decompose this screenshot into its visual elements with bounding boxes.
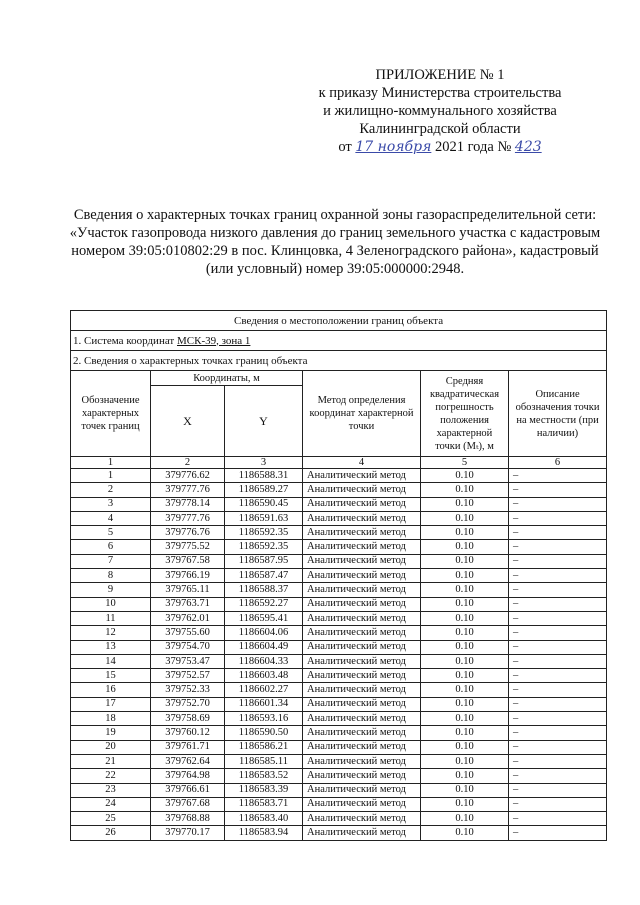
cell-y: 1186593.16 <box>225 712 303 726</box>
cell-description: – <box>509 654 607 668</box>
cell-description: – <box>509 583 607 597</box>
table-row <box>71 826 607 840</box>
cell-point: 9 <box>71 583 151 597</box>
cell-x: 379755.60 <box>151 626 225 640</box>
cell-point: 24 <box>71 797 151 811</box>
header-point: Обозначение характерных точек границ <box>71 371 151 457</box>
cell-error: 0.10 <box>421 611 509 625</box>
cell-error: 0.10 <box>421 726 509 740</box>
table-row <box>71 469 607 483</box>
cell-description: – <box>509 754 607 768</box>
cell-method: Аналитический метод <box>303 712 421 726</box>
cell-method: Аналитический метод <box>303 640 421 654</box>
column-number: 6 <box>509 457 607 469</box>
coordinate-system-row <box>71 331 607 351</box>
table-caption: Сведения о местоположении границ объекта <box>71 311 607 331</box>
header-y: Y <box>225 386 303 457</box>
cell-error: 0.10 <box>421 826 509 840</box>
points-section-label: 2. Сведения о характерных точках границ объекта <box>71 351 607 371</box>
cell-description: – <box>509 626 607 640</box>
cell-point: 13 <box>71 640 151 654</box>
table-row <box>71 754 607 768</box>
cell-y: 1186604.06 <box>225 626 303 640</box>
cell-error: 0.10 <box>421 540 509 554</box>
cell-method: Аналитический метод <box>303 754 421 768</box>
table-row <box>71 526 607 540</box>
cell-y: 1186586.21 <box>225 740 303 754</box>
cell-error: 0.10 <box>421 783 509 797</box>
table-row <box>71 654 607 668</box>
cell-y: 1186583.94 <box>225 826 303 840</box>
table-row <box>71 540 607 554</box>
cell-description: – <box>509 497 607 511</box>
cell-error: 0.10 <box>421 483 509 497</box>
handwritten-number: 423 <box>514 139 542 155</box>
cell-y: 1186587.95 <box>225 554 303 568</box>
cell-y: 1186592.35 <box>225 540 303 554</box>
cell-x: 379775.52 <box>151 540 225 554</box>
table-row <box>71 726 607 740</box>
table-row <box>71 740 607 754</box>
cell-error: 0.10 <box>421 740 509 754</box>
header-coordinates: Координаты, м <box>151 371 303 386</box>
coordinates-table-body <box>71 469 607 841</box>
cell-y: 1186583.39 <box>225 783 303 797</box>
cell-x: 379768.88 <box>151 812 225 826</box>
cell-point: 2 <box>71 483 151 497</box>
cell-point: 18 <box>71 712 151 726</box>
cell-method: Аналитический метод <box>303 597 421 611</box>
cell-description: – <box>509 554 607 568</box>
column-number: 3 <box>225 457 303 469</box>
cell-y: 1186604.49 <box>225 640 303 654</box>
cell-point: 12 <box>71 626 151 640</box>
cell-description: – <box>509 469 607 483</box>
cell-y: 1186601.34 <box>225 697 303 711</box>
cell-error: 0.10 <box>421 554 509 568</box>
cell-x: 379778.14 <box>151 497 225 511</box>
cell-point: 1 <box>71 469 151 483</box>
cell-method: Аналитический метод <box>303 626 421 640</box>
cell-y: 1186603.48 <box>225 669 303 683</box>
cell-error: 0.10 <box>421 511 509 525</box>
coordinate-system-label: 1. Система координат <box>73 334 175 347</box>
cell-y: 1186588.31 <box>225 469 303 483</box>
cell-error: 0.10 <box>421 683 509 697</box>
cell-error: 0.10 <box>421 469 509 483</box>
cell-point: 11 <box>71 611 151 625</box>
cell-point: 3 <box>71 497 151 511</box>
cell-description: – <box>509 511 607 525</box>
cell-description: – <box>509 783 607 797</box>
cell-x: 379762.64 <box>151 754 225 768</box>
cell-method: Аналитический метод <box>303 697 421 711</box>
cell-description: – <box>509 569 607 583</box>
table-row <box>71 640 607 654</box>
cell-method: Аналитический метод <box>303 683 421 697</box>
table-row <box>71 812 607 826</box>
cell-x: 379767.58 <box>151 554 225 568</box>
cell-method: Аналитический метод <box>303 740 421 754</box>
column-numbers-row <box>71 457 607 469</box>
cell-y: 1186589.27 <box>225 483 303 497</box>
cell-x: 379777.76 <box>151 483 225 497</box>
cell-x: 379752.33 <box>151 683 225 697</box>
table-row <box>71 583 607 597</box>
cell-error: 0.10 <box>421 654 509 668</box>
cell-method: Аналитический метод <box>303 611 421 625</box>
header-description: Описание обозначения точки на местности (при наличии) <box>509 371 607 457</box>
table-row <box>71 797 607 811</box>
cell-description: – <box>509 797 607 811</box>
appendix-line-2: к приказу Министерства строительства <box>318 85 562 101</box>
appendix-date-line <box>300 138 580 156</box>
column-number: 5 <box>421 457 509 469</box>
table-row <box>71 611 607 625</box>
cell-method: Аналитический метод <box>303 469 421 483</box>
handwritten-date: 17 ноября <box>355 139 432 155</box>
cell-error: 0.10 <box>421 669 509 683</box>
cell-method: Аналитический метод <box>303 569 421 583</box>
table-row <box>71 712 607 726</box>
cell-error: 0.10 <box>421 497 509 511</box>
cell-x: 379776.76 <box>151 526 225 540</box>
cell-error: 0.10 <box>421 754 509 768</box>
cell-method: Аналитический метод <box>303 583 421 597</box>
cell-y: 1186587.47 <box>225 569 303 583</box>
intro-paragraph: Сведения о характерных точках границ охранной зоны газораспределительной сети: «Участок газопровода низкого давления до границ земельного участка с кадастровым номером 39:05:010802:29 в пос. Клинцовка, 4 Зеленоградского района», кадастровый (или условный) номер 39:05:000000:2948. <box>69 207 601 277</box>
appendix-header <box>300 66 580 156</box>
cell-description: – <box>509 726 607 740</box>
coordinates-table-wrapper <box>70 310 606 841</box>
table-row <box>71 626 607 640</box>
cell-point: 19 <box>71 726 151 740</box>
cell-description: – <box>509 640 607 654</box>
cell-point: 15 <box>71 669 151 683</box>
cell-error: 0.10 <box>421 769 509 783</box>
cell-x: 379758.69 <box>151 712 225 726</box>
cell-error: 0.10 <box>421 569 509 583</box>
table-row <box>71 697 607 711</box>
cell-y: 1186583.40 <box>225 812 303 826</box>
cell-point: 8 <box>71 569 151 583</box>
cell-x: 379762.01 <box>151 611 225 625</box>
cell-point: 20 <box>71 740 151 754</box>
cell-description: – <box>509 826 607 840</box>
cell-y: 1186591.63 <box>225 511 303 525</box>
cell-error: 0.10 <box>421 712 509 726</box>
cell-x: 379766.19 <box>151 569 225 583</box>
table-row <box>71 683 607 697</box>
cell-point: 25 <box>71 812 151 826</box>
header-error: Средняя квадратическая погрешность положения характерной точки (Mₜ), м <box>421 371 509 457</box>
table-row <box>71 483 607 497</box>
appendix-line-4: Калининградской области <box>359 121 521 137</box>
cell-y: 1186588.37 <box>225 583 303 597</box>
cell-x: 379752.57 <box>151 669 225 683</box>
appendix-title: ПРИЛОЖЕНИЕ № 1 <box>375 67 505 83</box>
cell-method: Аналитический метод <box>303 669 421 683</box>
cell-y: 1186604.33 <box>225 654 303 668</box>
cell-error: 0.10 <box>421 597 509 611</box>
cell-description: – <box>509 712 607 726</box>
header-x: X <box>151 386 225 457</box>
cell-method: Аналитический метод <box>303 783 421 797</box>
cell-error: 0.10 <box>421 697 509 711</box>
table-row <box>71 511 607 525</box>
cell-y: 1186585.11 <box>225 754 303 768</box>
coordinate-system-value: МСК-39, зона 1 <box>176 334 251 347</box>
column-number: 1 <box>71 457 151 469</box>
cell-description: – <box>509 683 607 697</box>
cell-method: Аналитический метод <box>303 540 421 554</box>
cell-method: Аналитический метод <box>303 726 421 740</box>
date-middle: 2021 года № <box>434 139 512 155</box>
cell-point: 23 <box>71 783 151 797</box>
cell-method: Аналитический метод <box>303 511 421 525</box>
cell-method: Аналитический метод <box>303 526 421 540</box>
cell-error: 0.10 <box>421 526 509 540</box>
cell-method: Аналитический метод <box>303 797 421 811</box>
table-row <box>71 783 607 797</box>
cell-point: 21 <box>71 754 151 768</box>
cell-error: 0.10 <box>421 812 509 826</box>
cell-y: 1186590.50 <box>225 726 303 740</box>
header-method: Метод определения координат характерной точки <box>303 371 421 457</box>
cell-method: Аналитический метод <box>303 483 421 497</box>
cell-description: – <box>509 740 607 754</box>
cell-x: 379777.76 <box>151 511 225 525</box>
cell-description: – <box>509 669 607 683</box>
cell-description: – <box>509 812 607 826</box>
cell-x: 379766.61 <box>151 783 225 797</box>
table-row <box>71 597 607 611</box>
cell-x: 379767.68 <box>151 797 225 811</box>
cell-y: 1186592.27 <box>225 597 303 611</box>
table-row <box>71 669 607 683</box>
cell-point: 14 <box>71 654 151 668</box>
date-prefix: от <box>338 139 352 155</box>
cell-method: Аналитический метод <box>303 654 421 668</box>
cell-x: 379764.98 <box>151 769 225 783</box>
cell-point: 26 <box>71 826 151 840</box>
cell-description: – <box>509 697 607 711</box>
cell-description: – <box>509 769 607 783</box>
cell-x: 379770.17 <box>151 826 225 840</box>
appendix-line-3: и жилищно-коммунального хозяйства <box>323 103 557 119</box>
cell-x: 379752.70 <box>151 697 225 711</box>
cell-error: 0.10 <box>421 583 509 597</box>
cell-method: Аналитический метод <box>303 497 421 511</box>
column-number: 4 <box>303 457 421 469</box>
cell-x: 379776.62 <box>151 469 225 483</box>
cell-x: 379753.47 <box>151 654 225 668</box>
cell-x: 379754.70 <box>151 640 225 654</box>
cell-y: 1186590.45 <box>225 497 303 511</box>
cell-description: – <box>509 483 607 497</box>
column-number: 2 <box>151 457 225 469</box>
cell-description: – <box>509 597 607 611</box>
cell-description: – <box>509 540 607 554</box>
cell-error: 0.10 <box>421 797 509 811</box>
cell-x: 379761.71 <box>151 740 225 754</box>
table-row <box>71 769 607 783</box>
cell-point: 10 <box>71 597 151 611</box>
cell-y: 1186592.35 <box>225 526 303 540</box>
cell-description: – <box>509 611 607 625</box>
cell-point: 17 <box>71 697 151 711</box>
cell-description: – <box>509 526 607 540</box>
cell-y: 1186602.27 <box>225 683 303 697</box>
cell-y: 1186583.52 <box>225 769 303 783</box>
cell-method: Аналитический метод <box>303 554 421 568</box>
table-row <box>71 554 607 568</box>
cell-method: Аналитический метод <box>303 826 421 840</box>
cell-x: 379763.71 <box>151 597 225 611</box>
cell-point: 22 <box>71 769 151 783</box>
cell-x: 379765.11 <box>151 583 225 597</box>
cell-x: 379760.12 <box>151 726 225 740</box>
table-row <box>71 569 607 583</box>
cell-y: 1186583.71 <box>225 797 303 811</box>
cell-error: 0.10 <box>421 626 509 640</box>
cell-point: 6 <box>71 540 151 554</box>
cell-point: 16 <box>71 683 151 697</box>
table-row <box>71 497 607 511</box>
cell-y: 1186595.41 <box>225 611 303 625</box>
cell-point: 4 <box>71 511 151 525</box>
cell-error: 0.10 <box>421 640 509 654</box>
cell-method: Аналитический метод <box>303 812 421 826</box>
cell-method: Аналитический метод <box>303 769 421 783</box>
cell-point: 5 <box>71 526 151 540</box>
coordinates-table <box>70 310 607 841</box>
cell-point: 7 <box>71 554 151 568</box>
